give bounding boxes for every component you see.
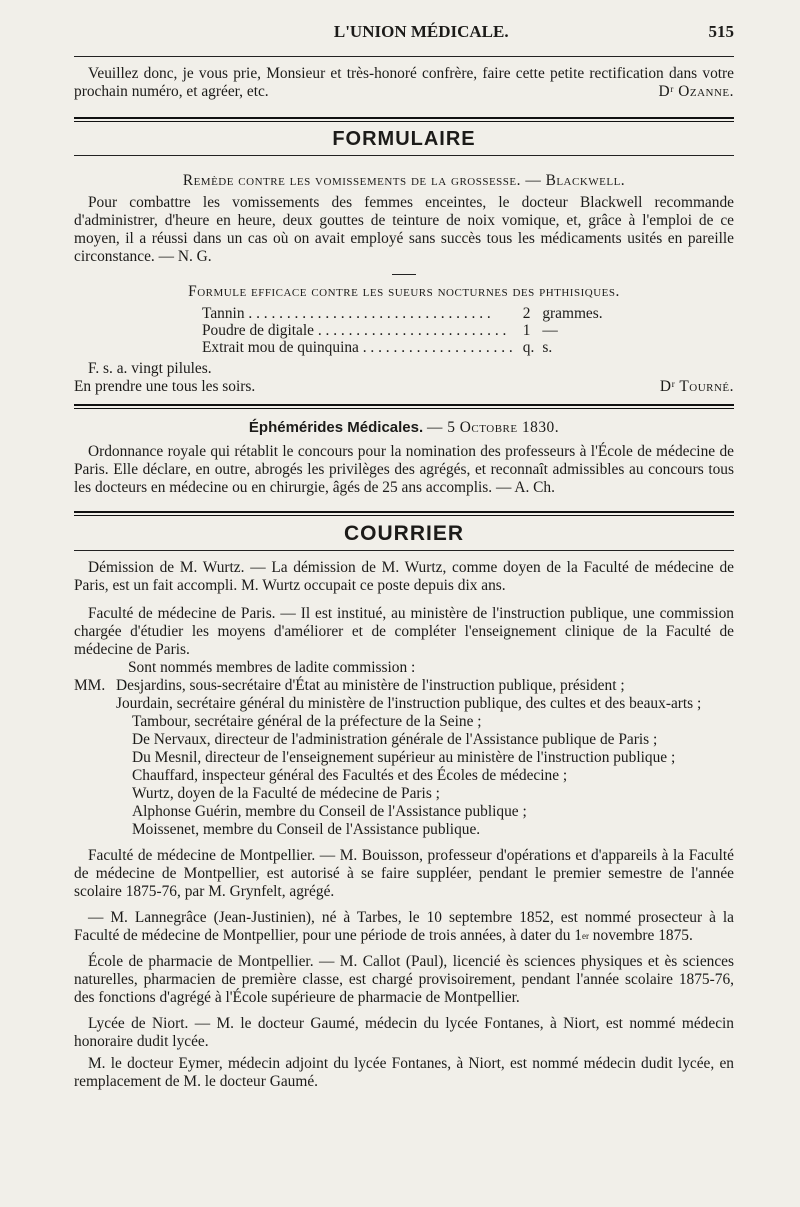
ingredient-qty: 1 — [522, 322, 531, 339]
member-item: Desjardins, sous-secrétaire d'État au ministère de l'instruction publique, président ; — [116, 677, 625, 694]
sont-nommes-line: Sont nommés membres de ladite commission : — [128, 659, 416, 676]
page-number: 515 — [708, 22, 734, 41]
member-item: De Nervaux, directeur de l'administration générale de l'Assistance publique de Paris ; — [132, 731, 658, 748]
page-content — [74, 22, 734, 1091]
section-divider — [74, 117, 734, 122]
ephemerides-paragraph: Ordonnance royale qui rétablit le concours pour la nomination des professeurs à l'École de médecine de Paris. Elle déclare, en outre, abrogés les privilèges des agrégés, et reconnaît admissibles au concours tous les docteurs en médecine ou en chirurgie, âgés de 25 ans accomplis. — A. Ch. — [74, 443, 734, 496]
member-row — [74, 677, 734, 695]
remede-title: Remède contre les vomissements de la grossesse. — Blackwell. — [182, 172, 626, 189]
formula-row — [202, 322, 603, 339]
ingredient-name: Extrait mou de quinquina . . . . . . . . . . . . . . . . . . . . — [202, 339, 513, 356]
section-title-courrier: COURRIER — [343, 522, 464, 545]
member-item: Jourdain, secrétaire général du ministère de l'instruction publique, des cultes et des beaux-arts ; — [116, 695, 702, 712]
formula-table — [202, 305, 603, 356]
fs-line: F. s. a. vingt pilules. — [88, 360, 212, 377]
prendre-text: En prendre une tous les soirs. — [74, 378, 256, 395]
formula-row — [202, 339, 603, 356]
ingredient-name: Poudre de digitale . . . . . . . . . . . . . . . . . . . . . . . . . — [202, 322, 507, 339]
member-item: Wurtz, doyen de la Faculté de médecine de Paris ; — [132, 785, 440, 802]
member-item: Tambour, secrétaire général de la préfecture de la Seine ; — [132, 713, 482, 730]
section-divider — [74, 404, 734, 409]
page-header — [74, 22, 734, 56]
journal-title: L'UNION MÉDICALE. — [333, 22, 509, 41]
commission-members — [74, 677, 734, 839]
ephemerides-heading: Éphémérides Médicales. — [248, 419, 424, 436]
pharmacie-paragraph: École de pharmacie de Montpellier. — M. Callot (Paul), licencié ès sciences physiques et ès sciences naturelles, pharmacien de première classe, est chargé provisoirement, pendant l'année scolaire 1875-76, des fonctions d'agrégé à l'École supérieure de pharmacie de Montpellier. — [74, 953, 734, 1006]
ephemerides-title — [74, 419, 734, 437]
member-item: Moissenet, membre du Conseil de l'Assistance publique. — [132, 821, 481, 838]
members-label: MM. — [74, 677, 106, 694]
montpellier-paragraph: Faculté de médecine de Montpellier. — M. Bouisson, professeur d'opérations et d'appareils à la Faculté de médecine de Montpellier, est autorisé à se faire suppléer, pendant le premier semestre de l'année scolaire 1875-76, par M. Grynfelt, agrégé. — [74, 847, 734, 900]
sueurs-title: Formule efficace contre les sueurs nocturnes des phthisiques. — [188, 283, 620, 300]
section-title-formulaire: FORMULAIRE — [332, 128, 476, 150]
section-divider — [74, 511, 734, 516]
header-rule — [74, 56, 734, 57]
niort-paragraph: Lycée de Niort. — M. le docteur Gaumé, médecin du lycée Fontanes, à Niort, est nommé médecin honoraire dudit lycée. — [74, 1015, 734, 1050]
ephemerides-date: — 5 Octobre 1830. — [427, 419, 560, 436]
ingredient-unit: grammes. — [542, 305, 603, 322]
section-rule — [74, 155, 734, 156]
ingredient-qty: q. — [522, 339, 535, 356]
member-item: Du Mesnil, directeur de l'enseignement supérieur au ministère de l'instruction publique ; — [132, 749, 676, 766]
faculte-paris-paragraph: Faculté de médecine de Paris. — Il est institué, au ministère de l'instruction publique, une commission chargée d'étudier les moyens d'améliorer et de compléter l'enseignement clinique de la Faculté de médecine de Paris. — [74, 605, 734, 658]
intro-paragraph: Veuillez donc, je vous prie, Monsieur et très-honoré confrère, faire cette petite rectification dans votre prochain numéro, et agréer, etc. — [74, 65, 734, 100]
short-rule — [392, 274, 416, 275]
ingredient-unit: — — [542, 322, 558, 339]
member-item: Chauffard, inspecteur général des Facultés et des Écoles de médecine ; — [132, 767, 568, 784]
ingredient-name: Tannin . . . . . . . . . . . . . . . . . . . . . . . . . . . . . . . . — [202, 305, 491, 322]
formula-row — [202, 305, 603, 322]
demission-paragraph: Démission de M. Wurtz. — La démission de M. Wurtz, comme doyen de la Faculté de médecine de Paris, est un fait accompli. M. Wurtz occupait ce poste depuis dix ans. — [74, 559, 734, 594]
section-rule — [74, 550, 734, 551]
ingredient-unit: s. — [542, 339, 553, 356]
eymer-paragraph: M. le docteur Eymer, médecin adjoint du lycée Fontanes, à Niort, est nommé médecin dudit lycée, en remplacement de M. le docteur Gaumé. — [74, 1055, 734, 1090]
prendre-line — [74, 378, 734, 396]
member-item: Alphonse Guérin, membre du Conseil de l'Assistance publique ; — [132, 803, 527, 820]
intro-signature: Dʳ Ozanne. — [658, 83, 734, 100]
ingredient-qty: 2 — [522, 305, 531, 322]
lannegrace-paragraph: — M. Lannegrâce (Jean-Justinien), né à Tarbes, le 10 septembre 1852, est nommé prosecteur à la Faculté de médecine de Montpellier, pour une période de trois années, à dater du 1er novembre 1875. — [74, 909, 734, 944]
remede-paragraph: Pour combattre les vomissements des femmes enceintes, le docteur Blackwell recommande d'administrer, d'heure en heure, deux gouttes de teinture de noix vomique, et, grâce à l'emploi de ce moyen, il a réussi dans un cas où on avait employé sans succès tous les médicaments usités en pareille circonstance. — N. G. — [74, 194, 734, 265]
formula-signature: Dʳ Tourné. — [659, 378, 734, 395]
